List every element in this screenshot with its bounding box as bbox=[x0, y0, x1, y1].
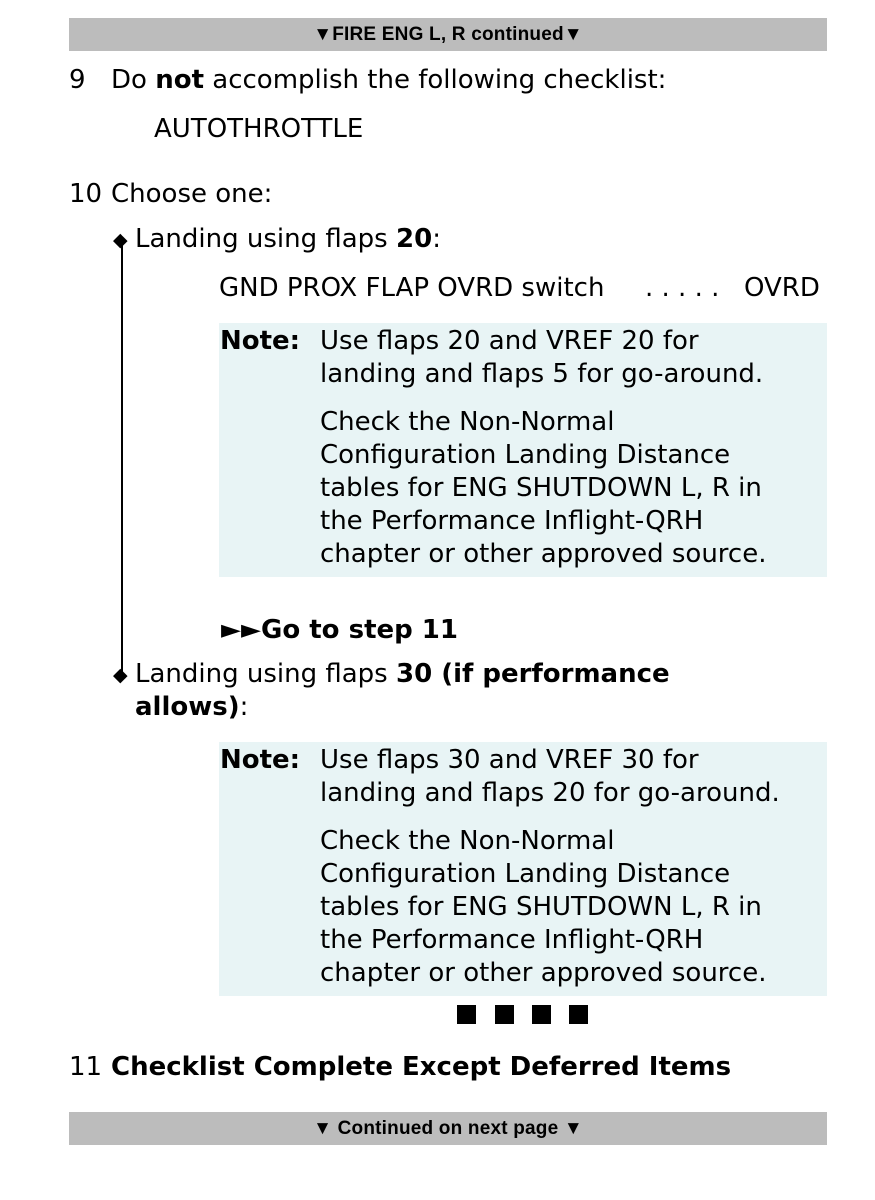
option-1-action-value: OVRD bbox=[744, 273, 820, 303]
step-10-number: 10 bbox=[69, 179, 103, 209]
option-1-diamond-icon: ◆ bbox=[113, 229, 128, 251]
option-1-note-label: Note: bbox=[220, 326, 301, 356]
option-2-note-line: landing and flaps 20 for go-around. bbox=[320, 778, 780, 808]
step-9-text: Do not accomplish the following checklist: bbox=[111, 65, 667, 95]
end-marker-square bbox=[457, 1005, 476, 1024]
option-2-heading-line-1: Landing using flaps 30 (if performance bbox=[135, 659, 670, 689]
end-marker-square bbox=[569, 1005, 588, 1024]
continued-header-banner: ▼FIRE ENG L, R continued▼ bbox=[69, 18, 827, 51]
choice-bracket-line bbox=[121, 240, 123, 672]
option-1-note-line: Check the Non-Normal bbox=[320, 407, 615, 437]
option-2-note-line: Check the Non-Normal bbox=[320, 826, 615, 856]
option-2-note-line: tables for ENG SHUTDOWN L, R in bbox=[320, 892, 762, 922]
option-1-action-item: GND PROX FLAP OVRD switch bbox=[219, 273, 605, 303]
option-1-action-dots: . . . . . bbox=[645, 273, 720, 303]
continued-footer-banner: ▼ Continued on next page ▼ bbox=[69, 1112, 827, 1145]
step-10-text: Choose one: bbox=[111, 179, 273, 209]
option-1-heading: Landing using flaps 20: bbox=[135, 224, 441, 254]
step-9-emphasis: not bbox=[155, 65, 205, 95]
step-11-text: Checklist Complete Except Deferred Items bbox=[111, 1052, 732, 1082]
option-1-note-line: tables for ENG SHUTDOWN L, R in bbox=[320, 473, 762, 503]
option-2-heading-line-2: allows): bbox=[135, 692, 249, 722]
option-1-note-line: Use flaps 20 and VREF 20 for bbox=[320, 326, 699, 356]
step-9-checklist-name: AUTOTHROTTLE bbox=[154, 114, 364, 144]
step-9-number: 9 bbox=[69, 65, 86, 95]
option-1-note-line: landing and flaps 5 for go-around. bbox=[320, 359, 764, 389]
option-1-goto-step-11: ►►Go to step 11 bbox=[221, 615, 458, 645]
option-2-note-line: Use flaps 30 and VREF 30 for bbox=[320, 745, 699, 775]
option-2-diamond-icon: ◆ bbox=[113, 664, 128, 686]
end-marker-square bbox=[495, 1005, 514, 1024]
option-2-note-line: chapter or other approved source. bbox=[320, 958, 767, 988]
option-1-note-line: the Performance Inflight-QRH bbox=[320, 506, 704, 536]
option-2-note-box bbox=[219, 742, 827, 996]
option-2-note-label: Note: bbox=[220, 745, 301, 775]
option-1-note-box bbox=[219, 323, 827, 577]
option-2-note-line: the Performance Inflight-QRH bbox=[320, 925, 704, 955]
end-marker-square bbox=[532, 1005, 551, 1024]
option-1-note-line: chapter or other approved source. bbox=[320, 539, 767, 569]
step-11-number: 11 bbox=[69, 1052, 103, 1082]
option-2-note-line: Configuration Landing Distance bbox=[320, 859, 731, 889]
option-1-note-line: Configuration Landing Distance bbox=[320, 440, 731, 470]
